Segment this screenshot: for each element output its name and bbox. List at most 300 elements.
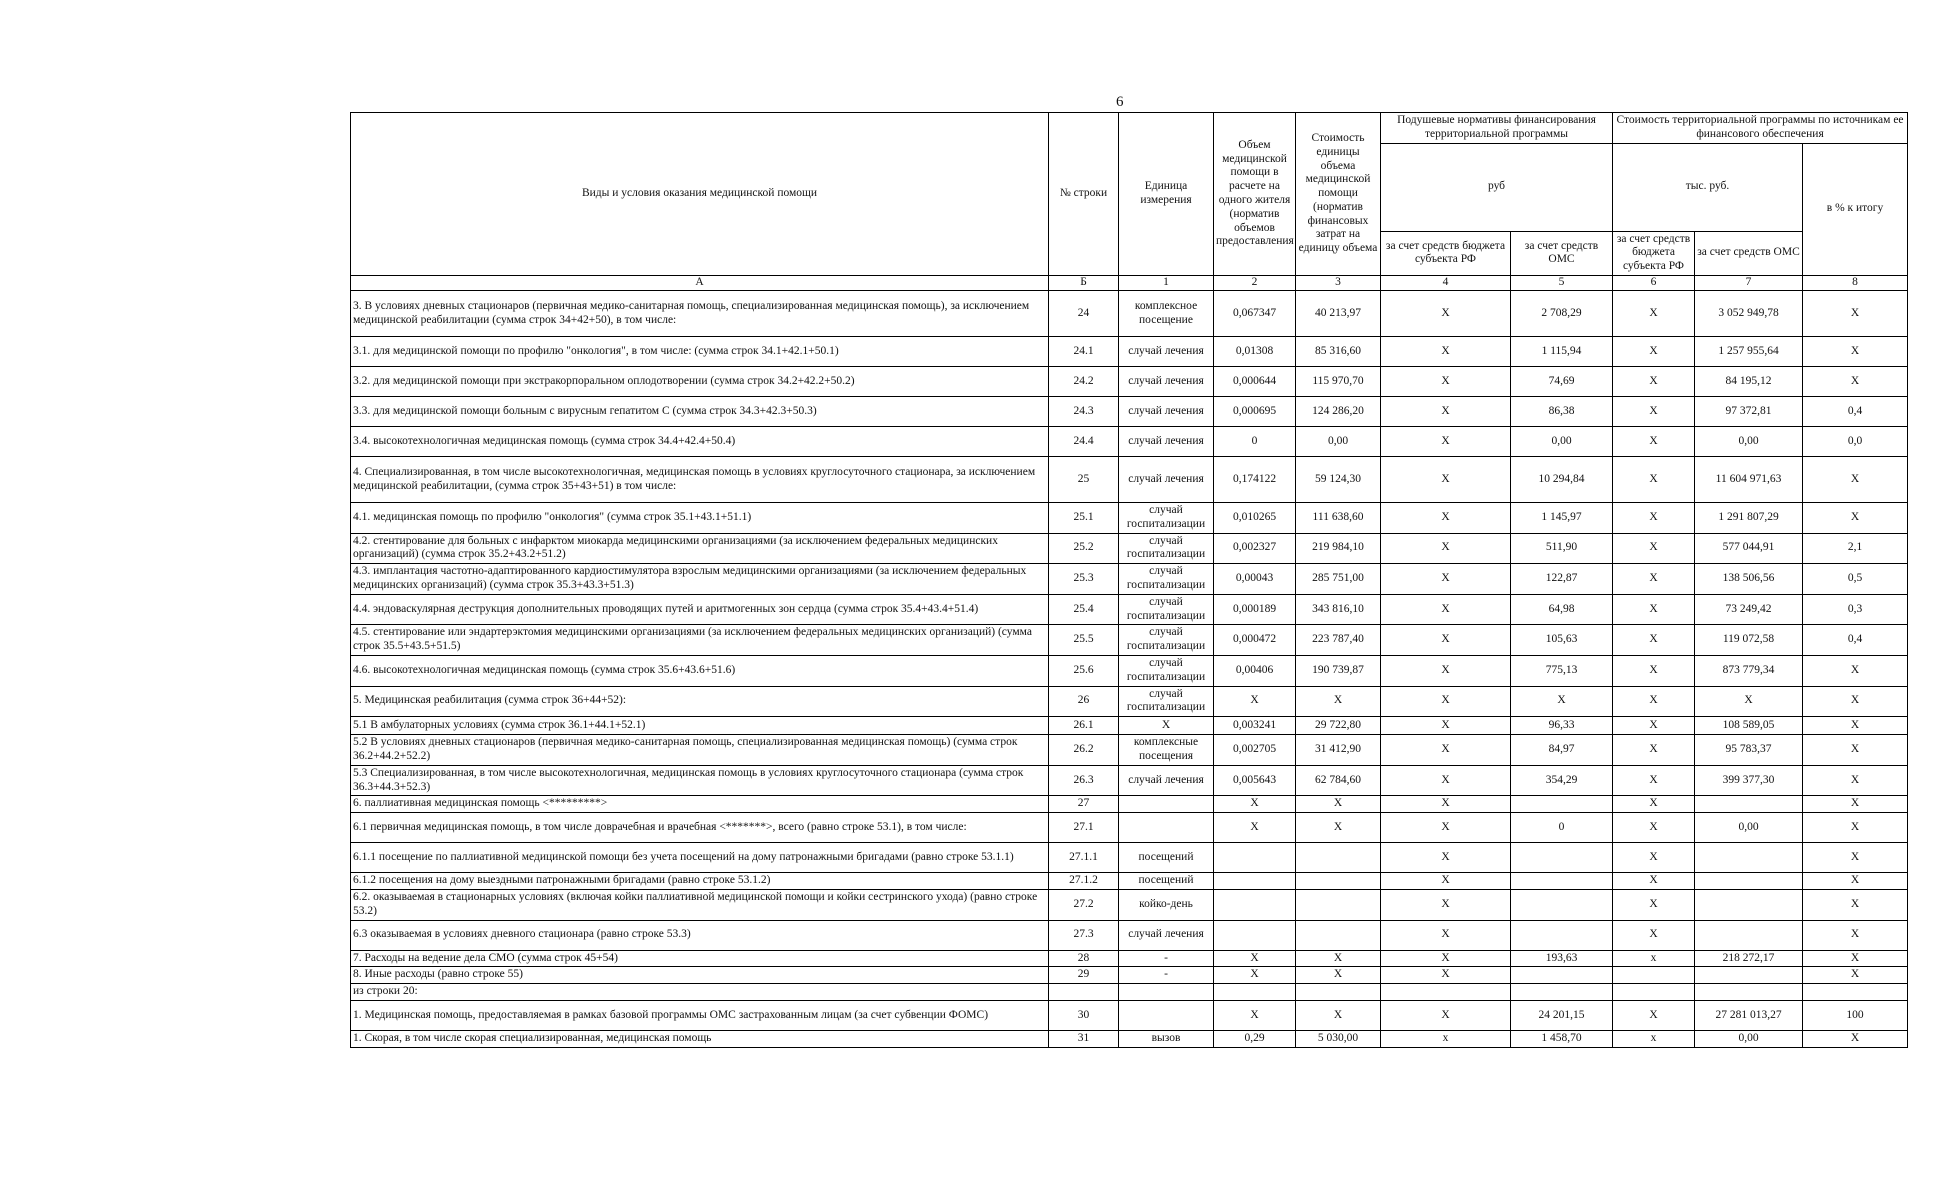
row-cost: Х <box>1296 796 1381 813</box>
row-oms: 64,98 <box>1511 594 1613 625</box>
header-cost: Стоимость единицы объема медицинской помощи (норматив финансовых затрат на единицу объема <box>1296 113 1381 276</box>
row-cost: 5 030,00 <box>1296 1030 1381 1047</box>
row-number <box>1049 984 1119 1001</box>
row-total-budget: Х <box>1613 427 1695 457</box>
table-row <box>351 1030 1908 1047</box>
table-row <box>351 291 1908 337</box>
row-name: 1. Медицинская помощь, предоставляемая в рамках базовой программы ОМС застрахованным лицам (за счет субвенции ФОМС) <box>351 1000 1049 1030</box>
row-volume: 0,000644 <box>1214 367 1296 397</box>
row-number: 25 <box>1049 457 1119 503</box>
header-oms: за счет средств ОМС <box>1511 231 1613 275</box>
row-percent: Х <box>1803 686 1908 717</box>
row-number: 24.3 <box>1049 397 1119 427</box>
row-name: 6. паллиативная медицинская помощь <*********> <box>351 796 1049 813</box>
row-cost: 62 784,60 <box>1296 765 1381 796</box>
row-budget: Х <box>1381 889 1511 920</box>
row-name: 4.3. имплантация частотно-адаптированного кардиостимулятора взрослым медицинскими организациями (за исключением федеральных медицинских организаций) (сумма строк 35.3+43.3+51.3) <box>351 564 1049 595</box>
row-percent: Х <box>1803 1030 1908 1047</box>
row-total-budget: х <box>1613 950 1695 967</box>
row-number: 27.1.1 <box>1049 843 1119 873</box>
table-row <box>351 765 1908 796</box>
header-row-no: № строки <box>1049 113 1119 276</box>
row-unit: комплексные посещения <box>1119 735 1214 766</box>
program-cost-table <box>350 112 1908 1048</box>
row-volume: 0,000472 <box>1214 625 1296 656</box>
row-volume: 0,002705 <box>1214 735 1296 766</box>
row-percent: Х <box>1803 873 1908 890</box>
row-number: 26.1 <box>1049 717 1119 735</box>
row-total-budget: Х <box>1613 655 1695 686</box>
row-unit <box>1119 984 1214 1001</box>
row-unit: случай лечения <box>1119 337 1214 367</box>
row-budget: Х <box>1381 873 1511 890</box>
row-cost <box>1296 920 1381 950</box>
row-budget: Х <box>1381 843 1511 873</box>
row-total-oms: 119 072,58 <box>1695 625 1803 656</box>
row-number: 25.6 <box>1049 655 1119 686</box>
row-oms: 1 115,94 <box>1511 337 1613 367</box>
row-oms: 105,63 <box>1511 625 1613 656</box>
row-number: 27.1.2 <box>1049 873 1119 890</box>
table-row <box>351 920 1908 950</box>
table-row <box>351 1000 1908 1030</box>
row-total-oms <box>1695 984 1803 1001</box>
row-cost: Х <box>1296 950 1381 967</box>
row-unit: случай лечения <box>1119 765 1214 796</box>
row-total-budget: Х <box>1613 813 1695 843</box>
row-oms: 96,33 <box>1511 717 1613 735</box>
row-volume <box>1214 889 1296 920</box>
row-volume: Х <box>1214 967 1296 984</box>
row-oms: 84,97 <box>1511 735 1613 766</box>
row-budget: Х <box>1381 686 1511 717</box>
row-name: 4.2. стентирование для больных с инфарктом миокарда медицинскими организациями (за исключением федеральных медицинских организаций) (сумма строк 35.2+43.2+51.2) <box>351 533 1049 564</box>
row-unit: вызов <box>1119 1030 1214 1047</box>
row-volume: 0,174122 <box>1214 457 1296 503</box>
header-total: Стоимость территориальной программы по источникам ее финансового обеспечения <box>1613 113 1908 144</box>
row-number: 27.1 <box>1049 813 1119 843</box>
row-budget: Х <box>1381 1000 1511 1030</box>
row-percent: 2,1 <box>1803 533 1908 564</box>
row-budget: Х <box>1381 765 1511 796</box>
row-name: 6.1.1 посещение по паллиативной медицинской помощи без учета посещений на дому патронажными бригадами (равно строке 53.1.1) <box>351 843 1049 873</box>
header-rub: руб <box>1381 143 1613 231</box>
row-cost: 124 286,20 <box>1296 397 1381 427</box>
row-unit: посещений <box>1119 843 1214 873</box>
row-name: из строки 20: <box>351 984 1049 1001</box>
row-total-oms: 399 377,30 <box>1695 765 1803 796</box>
row-volume: 0,00406 <box>1214 655 1296 686</box>
column-number: 2 <box>1214 276 1296 291</box>
row-number: 27.2 <box>1049 889 1119 920</box>
row-unit: - <box>1119 967 1214 984</box>
table-row <box>351 967 1908 984</box>
row-cost: 0,00 <box>1296 427 1381 457</box>
row-total-budget: Х <box>1613 564 1695 595</box>
row-total-oms: 577 044,91 <box>1695 533 1803 564</box>
table-row <box>351 427 1908 457</box>
column-numbers-row <box>351 276 1908 291</box>
row-cost: 111 638,60 <box>1296 503 1381 534</box>
row-oms <box>1511 984 1613 1001</box>
row-budget: Х <box>1381 367 1511 397</box>
row-unit: Х <box>1119 717 1214 735</box>
row-total-budget <box>1613 984 1695 1001</box>
row-unit: случай госпитализации <box>1119 625 1214 656</box>
row-cost: 343 816,10 <box>1296 594 1381 625</box>
row-budget: Х <box>1381 533 1511 564</box>
row-budget <box>1381 984 1511 1001</box>
row-name: 4. Специализированная, в том числе высокотехнологичная, медицинская помощь в условиях круглосуточного стационара, за исключением медицинской реабилитации, (сумма строк 35+43+51) в том числе: <box>351 457 1049 503</box>
row-percent: Х <box>1803 735 1908 766</box>
row-volume <box>1214 984 1296 1001</box>
table-row <box>351 717 1908 735</box>
row-percent: Х <box>1803 950 1908 967</box>
row-percent: Х <box>1803 889 1908 920</box>
header-budget: за счет средств бюджета субъекта РФ <box>1381 231 1511 275</box>
row-budget: Х <box>1381 291 1511 337</box>
row-total-budget: Х <box>1613 533 1695 564</box>
table-row <box>351 813 1908 843</box>
row-total-oms: 3 052 949,78 <box>1695 291 1803 337</box>
row-percent: 0,4 <box>1803 397 1908 427</box>
row-budget: х <box>1381 1030 1511 1047</box>
row-number: 28 <box>1049 950 1119 967</box>
table-row <box>351 686 1908 717</box>
row-name: 6.1.2 посещения на дому выездными патронажными бригадами (равно строке 53.1.2) <box>351 873 1049 890</box>
row-volume: 0,000189 <box>1214 594 1296 625</box>
row-percent: Х <box>1803 843 1908 873</box>
row-total-oms: 873 779,34 <box>1695 655 1803 686</box>
row-percent: Х <box>1803 967 1908 984</box>
row-budget: Х <box>1381 397 1511 427</box>
row-number: 24.4 <box>1049 427 1119 457</box>
row-total-oms <box>1695 873 1803 890</box>
column-number: 7 <box>1695 276 1803 291</box>
row-cost: 219 984,10 <box>1296 533 1381 564</box>
row-oms: 1 458,70 <box>1511 1030 1613 1047</box>
row-cost: Х <box>1296 1000 1381 1030</box>
row-oms: 0,00 <box>1511 427 1613 457</box>
row-oms: 10 294,84 <box>1511 457 1613 503</box>
row-volume: Х <box>1214 813 1296 843</box>
table-row <box>351 503 1908 534</box>
row-oms <box>1511 967 1613 984</box>
row-name: 3.1. для медицинской помощи по профилю "онкология", в том числе: (сумма строк 34.1+42.1+50.1) <box>351 337 1049 367</box>
row-percent: 0,5 <box>1803 564 1908 595</box>
row-total-oms: 108 589,05 <box>1695 717 1803 735</box>
header-volume: Объем медицинской помощи в расчете на одного жителя (норматив объемов предоставления <box>1214 113 1296 276</box>
row-volume: 0,01308 <box>1214 337 1296 367</box>
row-total-budget: Х <box>1613 735 1695 766</box>
row-cost <box>1296 889 1381 920</box>
row-total-budget: х <box>1613 1030 1695 1047</box>
row-budget: Х <box>1381 337 1511 367</box>
table-row <box>351 655 1908 686</box>
row-oms: 74,69 <box>1511 367 1613 397</box>
row-total-budget: Х <box>1613 625 1695 656</box>
row-percent: Х <box>1803 717 1908 735</box>
row-oms <box>1511 873 1613 890</box>
row-total-budget: Х <box>1613 1000 1695 1030</box>
row-percent: 0,0 <box>1803 427 1908 457</box>
row-volume: 0,005643 <box>1214 765 1296 796</box>
table-body <box>351 291 1908 1048</box>
row-total-budget: Х <box>1613 873 1695 890</box>
row-budget: Х <box>1381 813 1511 843</box>
row-name: 8. Иные расходы (равно строке 55) <box>351 967 1049 984</box>
row-name: 1. Скорая, в том числе скорая специализированная, медицинская помощь <box>351 1030 1049 1047</box>
row-budget: Х <box>1381 457 1511 503</box>
row-cost <box>1296 984 1381 1001</box>
row-name: 4.5. стентирование или эндартерэктомия медицинскими организациями (за исключением федеральных медицинских организаций) (сумма строк 35.5+43.5+51.5) <box>351 625 1049 656</box>
row-total-budget: Х <box>1613 717 1695 735</box>
table-row <box>351 843 1908 873</box>
row-volume: Х <box>1214 686 1296 717</box>
row-cost: Х <box>1296 967 1381 984</box>
row-total-budget: Х <box>1613 889 1695 920</box>
row-number: 25.3 <box>1049 564 1119 595</box>
row-total-budget: Х <box>1613 843 1695 873</box>
row-unit: случай лечения <box>1119 427 1214 457</box>
row-total-budget: Х <box>1613 686 1695 717</box>
row-budget: Х <box>1381 950 1511 967</box>
row-oms: Х <box>1511 686 1613 717</box>
row-unit: случай лечения <box>1119 920 1214 950</box>
header-name: Виды и условия оказания медицинской помощи <box>351 113 1049 276</box>
row-number: 24.1 <box>1049 337 1119 367</box>
row-unit: - <box>1119 950 1214 967</box>
row-cost: 85 316,60 <box>1296 337 1381 367</box>
row-total-oms: 1 291 807,29 <box>1695 503 1803 534</box>
column-number: 3 <box>1296 276 1381 291</box>
table-row <box>351 337 1908 367</box>
row-number: 24 <box>1049 291 1119 337</box>
row-oms <box>1511 889 1613 920</box>
row-total-oms <box>1695 889 1803 920</box>
row-cost: Х <box>1296 686 1381 717</box>
header-total-budget: за счет средств бюджета субъекта РФ <box>1613 231 1695 275</box>
row-budget: Х <box>1381 427 1511 457</box>
table-row <box>351 625 1908 656</box>
row-name: 7. Расходы на ведение дела СМО (сумма строк 45+54) <box>351 950 1049 967</box>
row-volume <box>1214 873 1296 890</box>
row-percent: Х <box>1803 920 1908 950</box>
column-number: 5 <box>1511 276 1613 291</box>
row-volume: 0,000695 <box>1214 397 1296 427</box>
row-budget: Х <box>1381 920 1511 950</box>
row-volume: 0,00043 <box>1214 564 1296 595</box>
row-total-budget: Х <box>1613 367 1695 397</box>
row-oms: 511,90 <box>1511 533 1613 564</box>
row-budget: Х <box>1381 796 1511 813</box>
row-number: 29 <box>1049 967 1119 984</box>
row-percent: Х <box>1803 367 1908 397</box>
row-total-budget: Х <box>1613 457 1695 503</box>
row-cost <box>1296 873 1381 890</box>
row-total-budget: Х <box>1613 594 1695 625</box>
row-total-oms: 84 195,12 <box>1695 367 1803 397</box>
table-row <box>351 367 1908 397</box>
row-number: 30 <box>1049 1000 1119 1030</box>
table-row <box>351 457 1908 503</box>
row-unit: посещений <box>1119 873 1214 890</box>
row-percent: Х <box>1803 503 1908 534</box>
header-thousand-rub: тыс. руб. <box>1613 143 1803 231</box>
row-oms: 2 708,29 <box>1511 291 1613 337</box>
table-row <box>351 594 1908 625</box>
column-number: А <box>351 276 1049 291</box>
row-name: 4.4. эндоваскулярная деструкция дополнительных проводящих путей и аритмогенных зон сердца (сумма строк 35.4+43.4+51.4) <box>351 594 1049 625</box>
row-number: 25.5 <box>1049 625 1119 656</box>
row-total-oms: 11 604 971,63 <box>1695 457 1803 503</box>
row-total-oms: 1 257 955,64 <box>1695 337 1803 367</box>
column-number: Б <box>1049 276 1119 291</box>
row-budget: Х <box>1381 717 1511 735</box>
row-oms: 24 201,15 <box>1511 1000 1613 1030</box>
row-cost: 190 739,87 <box>1296 655 1381 686</box>
row-unit: случай госпитализации <box>1119 564 1214 595</box>
row-oms: 193,63 <box>1511 950 1613 967</box>
row-total-oms: 138 506,56 <box>1695 564 1803 595</box>
row-number: 26.2 <box>1049 735 1119 766</box>
row-total-budget <box>1613 967 1695 984</box>
row-name: 4.6. высокотехнологичная медицинская помощь (сумма строк 35.6+43.6+51.6) <box>351 655 1049 686</box>
row-total-oms: Х <box>1695 686 1803 717</box>
table-row <box>351 889 1908 920</box>
row-total-oms <box>1695 967 1803 984</box>
row-cost <box>1296 843 1381 873</box>
row-percent: 100 <box>1803 1000 1908 1030</box>
row-name: 5. Медицинская реабилитация (сумма строк 36+44+52): <box>351 686 1049 717</box>
table-row <box>351 533 1908 564</box>
row-total-budget: Х <box>1613 503 1695 534</box>
row-budget: Х <box>1381 594 1511 625</box>
column-number: 6 <box>1613 276 1695 291</box>
row-name: 5.3 Специализированная, в том числе высокотехнологичная, медицинская помощь в условиях круглосуточного стационара (сумма строк 36.3+44.3+52.3) <box>351 765 1049 796</box>
row-cost: 223 787,40 <box>1296 625 1381 656</box>
row-cost: 285 751,00 <box>1296 564 1381 595</box>
row-total-budget: Х <box>1613 337 1695 367</box>
row-name: 5.2 В условиях дневных стационаров (первичная медико-санитарная помощь, специализированная медицинская помощь) (сумма строк 36.2+44.2+52.2) <box>351 735 1049 766</box>
row-oms: 775,13 <box>1511 655 1613 686</box>
page-number: 6 <box>1116 94 1124 110</box>
row-number: 26 <box>1049 686 1119 717</box>
row-budget: Х <box>1381 503 1511 534</box>
row-budget: Х <box>1381 625 1511 656</box>
row-number: 27.3 <box>1049 920 1119 950</box>
row-volume <box>1214 843 1296 873</box>
row-oms: 354,29 <box>1511 765 1613 796</box>
row-total-budget: Х <box>1613 291 1695 337</box>
row-name: 3.4. высокотехнологичная медицинская помощь (сумма строк 34.4+42.4+50.4) <box>351 427 1049 457</box>
row-total-oms: 97 372,81 <box>1695 397 1803 427</box>
row-unit <box>1119 1000 1214 1030</box>
row-percent: Х <box>1803 765 1908 796</box>
row-percent: Х <box>1803 337 1908 367</box>
row-percent: Х <box>1803 655 1908 686</box>
row-unit <box>1119 813 1214 843</box>
row-percent <box>1803 984 1908 1001</box>
row-total-oms <box>1695 843 1803 873</box>
row-oms <box>1511 796 1613 813</box>
row-number: 25.4 <box>1049 594 1119 625</box>
column-number: 1 <box>1119 276 1214 291</box>
row-percent: Х <box>1803 457 1908 503</box>
table-row <box>351 873 1908 890</box>
row-unit: случай госпитализации <box>1119 503 1214 534</box>
row-total-budget: Х <box>1613 765 1695 796</box>
row-cost: 59 124,30 <box>1296 457 1381 503</box>
row-total-budget: Х <box>1613 920 1695 950</box>
row-percent: Х <box>1803 813 1908 843</box>
row-volume: Х <box>1214 1000 1296 1030</box>
row-number: 31 <box>1049 1030 1119 1047</box>
row-percent: Х <box>1803 796 1908 813</box>
row-total-oms: 0,00 <box>1695 813 1803 843</box>
row-name: 6.3 оказываемая в условиях дневного стационара (равно строке 53.3) <box>351 920 1049 950</box>
table-row <box>351 796 1908 813</box>
row-volume: 0,010265 <box>1214 503 1296 534</box>
row-budget: Х <box>1381 735 1511 766</box>
row-unit: случай госпитализации <box>1119 533 1214 564</box>
row-percent: Х <box>1803 291 1908 337</box>
row-number: 24.2 <box>1049 367 1119 397</box>
row-volume: 0 <box>1214 427 1296 457</box>
header-unit: Единица измерения <box>1119 113 1214 276</box>
row-name: 6.2. оказываемая в стационарных условиях (включая койки паллиативной медицинской помощи и койки сестринского ухода) (равно строке 53.2) <box>351 889 1049 920</box>
row-total-oms: 27 281 013,27 <box>1695 1000 1803 1030</box>
row-oms: 0 <box>1511 813 1613 843</box>
row-oms: 1 145,97 <box>1511 503 1613 534</box>
row-total-budget: Х <box>1613 796 1695 813</box>
row-percent: 0,3 <box>1803 594 1908 625</box>
row-number: 26.3 <box>1049 765 1119 796</box>
row-volume: 0,29 <box>1214 1030 1296 1047</box>
row-cost: 29 722,80 <box>1296 717 1381 735</box>
row-percent: 0,4 <box>1803 625 1908 656</box>
row-name: 6.1 первичная медицинская помощь, в том числе доврачебная и врачебная <*******>, всего (равно строке 53.1), в том числе: <box>351 813 1049 843</box>
row-oms: 122,87 <box>1511 564 1613 595</box>
row-total-oms <box>1695 796 1803 813</box>
row-total-oms: 73 249,42 <box>1695 594 1803 625</box>
row-unit: случай госпитализации <box>1119 686 1214 717</box>
row-oms <box>1511 920 1613 950</box>
row-total-oms <box>1695 920 1803 950</box>
row-oms: 86,38 <box>1511 397 1613 427</box>
table-row <box>351 984 1908 1001</box>
row-oms <box>1511 843 1613 873</box>
row-number: 25.2 <box>1049 533 1119 564</box>
row-cost: 31 412,90 <box>1296 735 1381 766</box>
row-cost: Х <box>1296 813 1381 843</box>
row-unit: койко-день <box>1119 889 1214 920</box>
header-total-oms: за счет средств ОМС <box>1695 231 1803 275</box>
row-total-budget: Х <box>1613 397 1695 427</box>
row-name: 5.1 В амбулаторных условиях (сумма строк 36.1+44.1+52.1) <box>351 717 1049 735</box>
row-volume: Х <box>1214 796 1296 813</box>
row-budget: Х <box>1381 564 1511 595</box>
row-total-oms: 0,00 <box>1695 427 1803 457</box>
row-name: 3. В условиях дневных стационаров (первичная медико-санитарная помощь, специализированная медицинская помощь), за исключением медицинской реабилитации (сумма строк 34+42+50), в том числе: <box>351 291 1049 337</box>
table-row <box>351 564 1908 595</box>
column-number: 4 <box>1381 276 1511 291</box>
row-unit: случай лечения <box>1119 397 1214 427</box>
table-row <box>351 735 1908 766</box>
column-number: 8 <box>1803 276 1908 291</box>
row-volume: 0,003241 <box>1214 717 1296 735</box>
row-number: 27 <box>1049 796 1119 813</box>
